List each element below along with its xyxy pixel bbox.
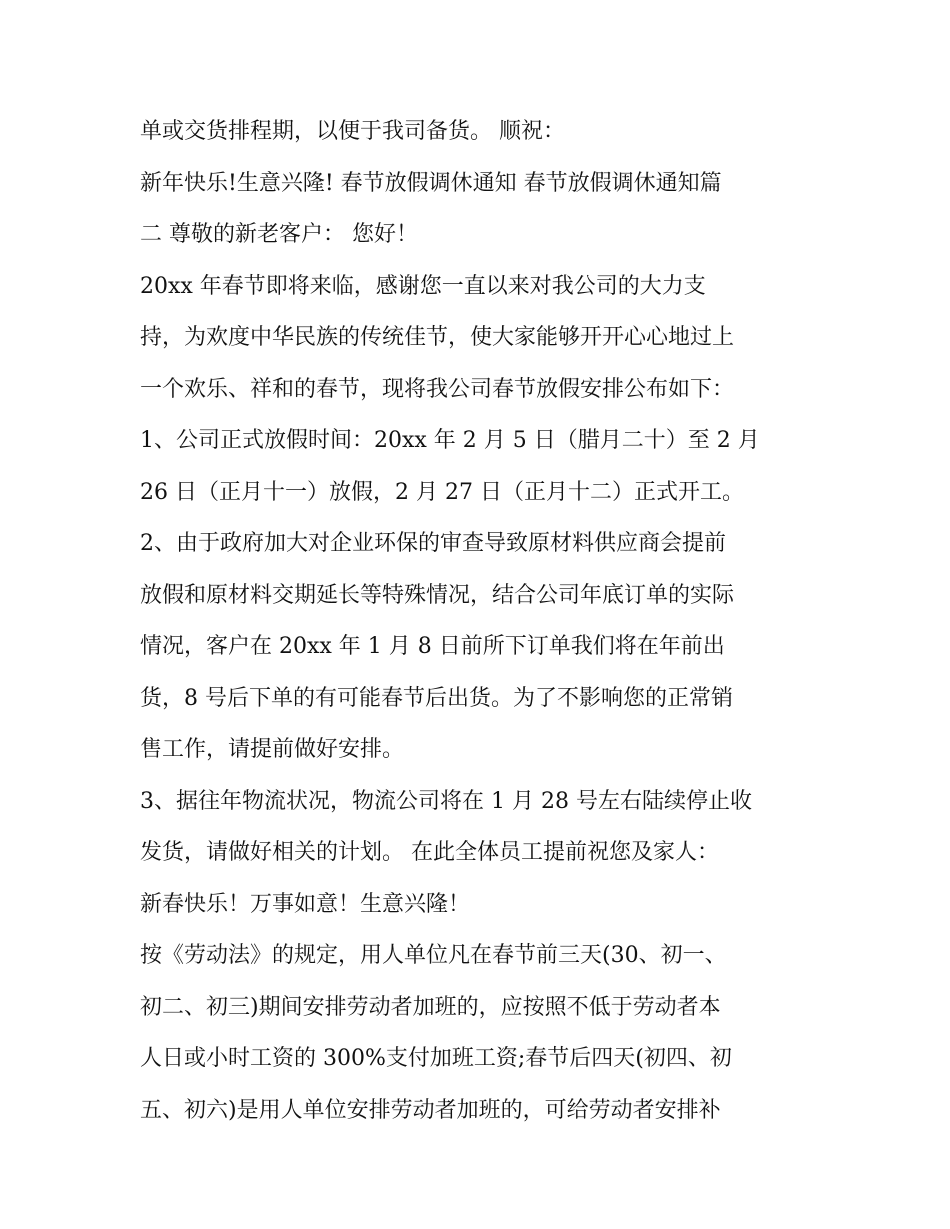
text-line: 持，为欢度中华民族的传统佳节，使大家能够开开心心地过上 <box>140 325 735 350</box>
text-line: 情况，客户在 20xx 年 1 月 8 日前所下订单我们将在年前出 <box>140 634 725 659</box>
text-line: 26 日（正月十一）放假，2 月 27 日（正月十二）正式开工。 <box>140 479 744 505</box>
text-line: 1、公司正式放假时间：20xx 年 2 月 5 日（腊月二十）至 2 月 <box>140 428 760 453</box>
text-line: 新春快乐！万事如意！生意兴隆！ <box>140 891 471 917</box>
text-line: 20xx 年春节即将来临，感谢您一直以来对我公司的大力支 <box>140 273 706 299</box>
document-body <box>140 106 830 1136</box>
text-line: 3、据往年物流状况，物流公司将在 1 月 28 号左右陆续停止收 <box>140 788 752 814</box>
text-line: 新年快乐!生意兴隆! 春节放假调休通知 春节放假调休通知篇 <box>140 170 722 196</box>
text-line: 五、初六)是用人单位安排劳动者加班的，可给劳动者安排补 <box>140 1097 721 1123</box>
text-line: 二 尊敬的新老客户： 您好！ <box>140 222 418 247</box>
text-line: 按《劳动法》的规定，用人单位凡在春节前三天(30、初一、 <box>140 943 727 968</box>
text-line: 单或交货排程期，以便于我司备货。 顺祝： <box>140 119 565 144</box>
text-line: 一个欢乐、祥和的春节，现将我公司春节放假安排公布如下： <box>140 376 735 402</box>
text-line: 初二、初三)期间安排劳动者加班的，应按照不低于劳动者本 <box>140 994 721 1020</box>
text-line: 人日或小时工资的 300%支付加班工资;春节后四天(初四、初 <box>140 1046 732 1071</box>
text-line: 售工作，请提前做好安排。 <box>140 737 405 762</box>
text-line: 发货，请做好相关的计划。 在此全体员工提前祝您及家人： <box>140 840 719 865</box>
text-line: 货，8 号后下单的有可能春节后出货。为了不影响您的正常销 <box>140 685 733 711</box>
text-line: 放假和原材料交期延长等特殊情况，结合公司年底订单的实际 <box>140 582 735 608</box>
text-line: 2、由于政府加大对企业环保的审查导致原材料供应商会提前 <box>140 531 726 556</box>
